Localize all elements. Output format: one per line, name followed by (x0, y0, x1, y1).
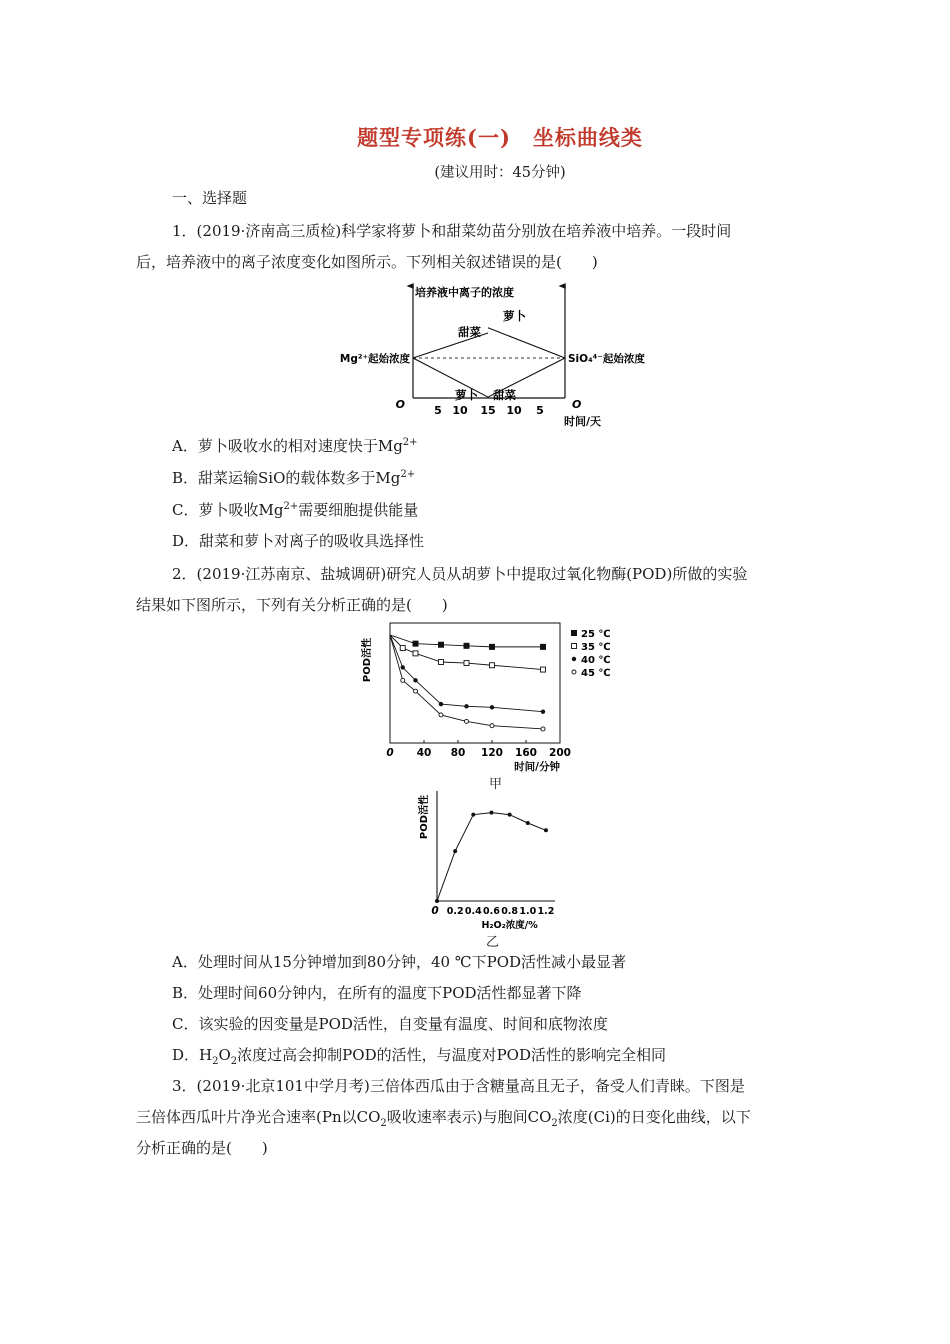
x-tick-label: 5 (536, 404, 544, 417)
series-beet-si (488, 328, 565, 358)
data-point (541, 727, 545, 731)
chart-pod-vs-h2o2 (405, 785, 570, 933)
x-tick-label: 200 (549, 747, 571, 759)
data-point (540, 644, 546, 650)
q2-option-d-s1: 2 (212, 1056, 219, 1067)
legend-label: 45 ℃ (581, 668, 611, 679)
x-tick-label: 5 (434, 404, 442, 417)
series-line (437, 813, 546, 901)
x-tick-label: 10 (506, 404, 522, 417)
q2-option-d-p2: O (218, 1046, 231, 1064)
x-tick-label: 1.2 (537, 906, 555, 917)
legend-marker (572, 670, 576, 674)
q1-option-a[interactable] (172, 435, 418, 456)
data-point (435, 899, 439, 903)
q1-option-c[interactable] (172, 499, 418, 520)
q3-stem-line3: 分析正确的是( ) (136, 1139, 268, 1157)
data-point (489, 811, 493, 815)
q2-option-d-p1: D．H (172, 1046, 213, 1064)
x-tick-label: 1.0 (519, 906, 537, 917)
data-point (439, 660, 444, 665)
left-axis-label: Mg²⁺起始浓度 (339, 353, 410, 365)
origin-label: 0 (431, 905, 439, 917)
data-point (490, 705, 494, 709)
x-tick-label: 10 (452, 404, 468, 417)
q1-option-a-sup: 2+ (402, 437, 418, 448)
y-axis-label: POD活性 (362, 637, 373, 683)
series-label-radish-left: 萝卜 (455, 388, 478, 402)
q1-option-c-pre: C．萝卜吸收Mg (172, 501, 284, 519)
q1-option-b-sup: 2+ (400, 469, 416, 480)
q1-option-b[interactable] (172, 467, 415, 488)
data-point (464, 704, 468, 708)
series-label-radish-right: 萝卜 (503, 309, 526, 323)
data-point (465, 719, 469, 723)
q1-option-d-text: D．甜菜和萝卜对离子的吸收具选择性 (172, 532, 425, 550)
x-axis-label: 时间/分钟 (514, 761, 560, 773)
legend-marker (572, 657, 576, 661)
caption-yi: 乙 (486, 935, 500, 950)
data-point (489, 644, 495, 650)
q1-option-d[interactable] (172, 530, 424, 551)
q1-option-c-sup: 2+ (283, 501, 299, 512)
q2-stem-line2: 结果如下图所示，下列有关分析正确的是( ) (136, 596, 448, 614)
q3-stem-line2-p1: 三倍体西瓜叶片净光合速率(Pn以CO (136, 1108, 381, 1126)
data-point (413, 651, 418, 656)
data-point (508, 813, 512, 817)
x-tick-label: 0.6 (483, 906, 500, 917)
q2-option-d-s2: 2 (230, 1056, 238, 1067)
data-point (544, 828, 548, 832)
origin-label-right: O (572, 398, 582, 411)
x-tick-label: 120 (481, 747, 503, 759)
q1-stem-line2: 后，培养液中的离子浓度变化如图所示。下列相关叙述错误的是( ) (136, 253, 598, 271)
x-tick-label: 0.2 (446, 906, 464, 917)
q3-stem-line2-p2: 吸收速率表示)与胞间CO (386, 1108, 552, 1126)
series-label-beet-left: 甜菜 (458, 325, 481, 339)
data-point (453, 849, 457, 853)
x-tick-label: 15 (480, 404, 496, 417)
data-point (526, 821, 530, 825)
q1-option-c-post: 需要细胞提供能量 (298, 501, 419, 519)
series-line (390, 635, 543, 729)
data-point (401, 665, 405, 669)
data-point (414, 689, 418, 693)
page-subtitle: (建议用时：45分钟) (434, 165, 566, 181)
data-point (413, 678, 417, 682)
right-axis-label: SiO₄⁴⁻起始浓度 (568, 353, 645, 365)
data-point (413, 641, 419, 647)
q2-option-d[interactable] (172, 1044, 666, 1067)
origin-label: 0 (386, 747, 394, 759)
x-tick-label: 0.8 (501, 906, 519, 917)
legend-label: 35 ℃ (581, 642, 611, 653)
y-axis-label: 培养液中离子的浓度 (415, 286, 514, 299)
data-point (438, 642, 444, 648)
data-point (464, 643, 470, 649)
legend-label: 40 ℃ (581, 655, 611, 666)
data-point (439, 702, 443, 706)
q1-option-b-text: B．甜菜运输SiO的载体数多于Mg (172, 469, 401, 487)
q3-stem-line2-s1: 2 (380, 1118, 387, 1129)
series-label-beet-right: 甜菜 (493, 388, 516, 402)
x-tick-label: 0.4 (464, 906, 482, 917)
q3-stem-line2-p3: 浓度(Ci)的日变化曲线，以下 (557, 1108, 751, 1126)
chart-pod-vs-time (360, 615, 630, 775)
data-point (464, 661, 469, 666)
legend-marker (571, 630, 577, 636)
q2-option-c[interactable]: C．该实验的因变量是POD活性，自变量有温度、时间和底物浓度 (172, 1015, 608, 1033)
data-point (471, 813, 475, 817)
x-tick-label: 40 (416, 747, 432, 759)
caption-jia: 甲 (489, 777, 503, 792)
data-point (490, 724, 494, 728)
x-axis-label: H₂O₂浓度/% (481, 920, 538, 931)
q1-option-a-text: A．萝卜吸收水的相对速度快于Mg (172, 437, 403, 455)
legend-label: 25 ℃ (581, 629, 611, 640)
q2-option-d-p3: 浓度过高会抑制POD的活性，与温度对POD活性的影响完全相同 (237, 1046, 667, 1064)
origin-label-left: O (395, 398, 405, 411)
data-point (541, 709, 545, 713)
legend-marker (572, 644, 577, 649)
q2-stem-line1: 2．(2019·江苏南京、盐城调研)研究人员从胡萝卜中提取过氧化物酶(POD)所做的实验 (172, 565, 748, 583)
data-point (400, 645, 405, 650)
q1-stem-line1: 1．(2019·济南高三质检)科学家将萝卜和甜菜幼苗分别放在培养液中培养。一段时间 (172, 222, 732, 240)
data-point (490, 663, 495, 668)
data-point (401, 678, 405, 682)
chart-ion-concentration (300, 278, 680, 430)
page-title: 题型专项练(一) 坐标曲线类 (357, 125, 643, 150)
data-point (541, 667, 546, 672)
x-tick-label: 80 (450, 747, 466, 759)
q3-stem-line2 (136, 1107, 751, 1134)
x-tick-label: 160 (515, 747, 537, 759)
q3-stem-line1: 3．(2019·北京101中学月考)三倍体西瓜由于含糖量高且无子，备受人们青睐。下图是 (172, 1077, 745, 1095)
x-axis-label: 时间/天 (564, 415, 602, 428)
y-axis-label: POD活性 (419, 794, 430, 840)
q2-option-b[interactable]: B．处理时间60分钟内，在所有的温度下POD活性都显著下降 (172, 984, 582, 1002)
q2-option-a[interactable]: A．处理时间从15分钟增加到80分钟，40 ℃下POD活性减小最显著 (172, 953, 627, 971)
data-point (439, 713, 443, 717)
q3-stem-line2-s2: 2 (551, 1118, 558, 1129)
section-heading: 一、选择题 (172, 189, 248, 207)
